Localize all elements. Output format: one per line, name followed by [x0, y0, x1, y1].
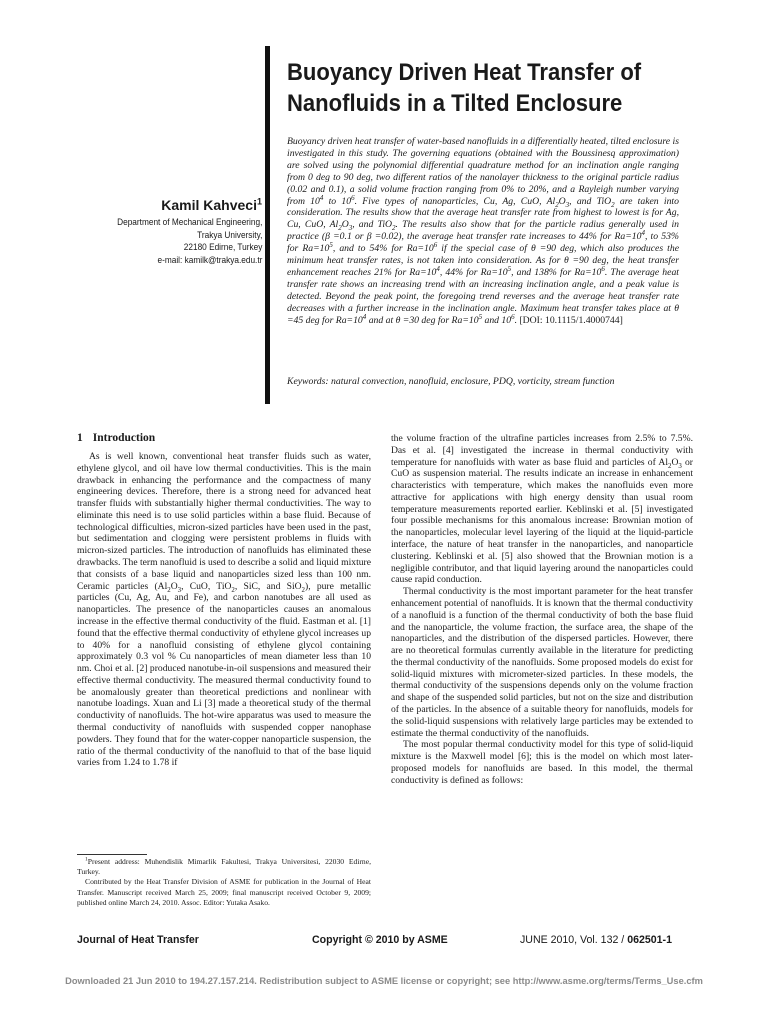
keywords: Keywords: natural convection, nanofluid, enclosure, PDQ, vorticity, stream function [287, 376, 615, 387]
footer-article-number: 062501-1 [627, 934, 672, 946]
author-address: 22180 Edirne, Turkey [183, 242, 262, 252]
section-number: 1 [77, 432, 83, 444]
footnote-1: $^1$Present address: Muhendislik Mimarlik Fakultesi, Trakya Universitesi, 22030 Edirne, Turkey. [77, 856, 371, 877]
author-department: Department of Mechanical Engineering, [116, 217, 262, 227]
author-block [101, 196, 262, 266]
intro-paragraph-1-continued: the volume fraction of the ultrafine particles increases from 2.5% to 7.5%. Das et al. [4] investigated the increase in thermal conductivity with temperature for nanofluids with water as base fluid and particles of $Al_2O_3$ or CuO as suspension material. The results indicate an increase in enhancement characteristics with temperature, which makes the nanofluids even more attractive for applications with high energy density than usual room temperature measurements reported earlier. Keblinski et al. [5] investigated four possible mechanisms for this anomalous increase: Brownian motion of the nanoparticles, molecular level layering of the liquid at the liquid-particle interface, the nature of heat transfer in the nanoparticles, and nanoparticle clustering. Keblinski et al. [5] also showed that the Brownian motion is a negligible contributor, and that liquid layering around the nanoparticles could cause rapid conduction. [391, 433, 693, 586]
abstract: Buoyancy driven heat transfer of water-based nanofluids in a differentially heated, tilted enclosure is investigated in this study. The governing equations (obtained with the Boussinesq approximation) are solved using the polynomial differential quadrature method for an inclination angle ranging from 0 deg to 90 deg, two different ratios of the nanolayer thickness to the original particle radius (0.02 and 0.1), a solid volume fraction ranging from 0% to 20%, and a Rayleigh number varying from $10^4$ to $10^6$. Five types of nanoparticles, Cu, Ag, CuO, $Al_2O_3$, and TiO$_2$ are taken into consideration. The results show that the average heat transfer rate from highest to lowest is for Ag, Cu, CuO, $Al_2O_3$, and TiO$_2$. The results also show that for the particle radius generally used in practice (β =0.1 or β =0.02), the average heat transfer rate increases to 44% for $Ra=10^4$, to 53% for $Ra=10^5$, and to 54% for $Ra=10^6$ if the special case of θ =90 deg, which also produces the minimum heat transfer rates, is not taken into consideration. As for θ =90 deg, the heat transfer enhancement reaches 21% for $Ra=10^4$, 44% for $Ra=10^5$, and 138% for $Ra=10^6$. The average heat transfer rate shows an increasing trend with an increasing inclination angle, and a peak value is detected. Beyond the peak point, the foregoing trend reverses and the average heat transfer rate decreases with a further increase in the inclination angle. Maximum heat transfer takes place at θ =45 deg for $Ra=10^4$ and at θ =30 deg for $Ra=10^5$ and $10^6$. [DOI: 10.1115/1.4000744] [287, 136, 680, 326]
author-university: Trakya University, [196, 229, 262, 240]
footnote-2: Contributed by the Heat Transfer Division of ASME for publication in the Journal of Heat Transfer. Manuscript received March 25, 2009; final manuscript received October 9, 2009; published online March 24, 2010. Assoc. Editor: Yutaka Asako. [77, 877, 371, 907]
footnote-rule [77, 854, 147, 855]
intro-paragraph-2: Thermal conductivity is the most important parameter for the heat transfer enhancement potential of nanofluids. It is known that the thermal conductivity of a nanofluid is a function of the thermal conductivity of both the base fluid and the nanoparticle, the volume fraction, the surface area, the shape of the nanoparticles, and the distribution of the dispersed particles. However, there are no theoretical formulas currently available in the literature for predicting the thermal conductivity of the nanofluids. Some proposed models do exist for solid-liquid mixtures with micrometer-sized particles. In these models, the thermal conductivity of the suspensions depends only on the volume fraction and shape of the suspended solid particles, but not on the size and distribution of the particles. In the absence of a suitable theory for nanofluids, models for the solid-liquid suspensions with relatively large particles may be extended to estimate the thermal conductivity of the nanofluids. [391, 586, 693, 739]
article-title [287, 57, 683, 119]
title-line-1: Buoyancy Driven Heat Transfer of [287, 59, 642, 86]
section-heading [77, 432, 155, 444]
abstract-doi[interactable]: [DOI: 10.1115/1.4000744] [519, 314, 623, 326]
section-title: Introduction [92, 432, 156, 444]
title-line-2: Nanofluids in a Tilted Enclosure [287, 90, 623, 117]
download-notice: Downloaded 21 Jun 2010 to 194.27.157.214. Redistribution subject to ASME license or copyright; see http://www.asme.org/terms/Terms_Use.cfm [65, 976, 703, 986]
title-rule [265, 46, 270, 404]
footnotes [77, 857, 371, 908]
footer-journal-name: Journal of Heat Transfer [77, 934, 199, 946]
author-name: Kamil Kahveci$^1$ [161, 196, 262, 213]
author-email: e-mail: kamilk@trakya.edu.tr [157, 254, 262, 265]
intro-paragraph-3: The most popular thermal conductivity model for this type of solid-liquid mixture is the Maxwell model [6]; this is the model on which most later-proposed models for nanofluids are based. In this model, the thermal conductivity is defined as follows: [391, 739, 693, 786]
footer-copyright: Copyright © 2010 by ASME [312, 934, 448, 946]
left-column [77, 451, 371, 769]
right-column [391, 433, 693, 786]
footer-issue: JUNE 2010, Vol. 132 / 062501-1 [520, 934, 672, 946]
intro-paragraph-1: As is well known, conventional heat transfer fluids such as water, ethylene glycol, and oil have low thermal conductivities. This is the main drawback in enhancing the performance and the compactness of many engineering devices. Therefore, there is a strong need for advanced heat transfer fluids with substantially higher thermal conductivities. The way to eliminate this need is to use solid particles within a base fluid. Because of technological difficulties, micron-sized particles have been used in the past, but sedimentation and clogging were persistent problems in fluids with micron-sized particles. The introduction of nanofluids has eliminated these drawbacks. The term nanofluid is used to describe a solid and liquid mixture that consists of a base liquid and nanoparticles sized less than 100 nm. Ceramic particles ($Al_2O_3$, CuO, TiO$_2$, SiC, and SiO$_2$), pure metallic particles (Cu, Ag, Au, and Fe), and carbon nanotubes are all used as nanoparticles. The presence of the nanoparticles causes an anomalous increase in the effective thermal conductivity of the fluid. Eastman et al. [1] found that the effective thermal conductivity of ethylene glycol increases up to 40% for a nanofluid consisting of ethylene glycol containing approximately 0.3 vol % Cu nanoparticles of mean diameter less than 10 nm. Choi et al. [2] produced nanotube-in-oil suspensions and measured their effective thermal conductivity. The measured thermal conductivity found to be anomalously greater than theoretical predictions and nonlinear with nanotube loadings. Xuan and Li [3] made a theoretical study of the thermal conductivity of nanofluids. The hot-wire apparatus was used to measure the thermal conductivity of nanofluids with suspended copper nanophase powders. They found that for the water-copper nanoparticle suspension, the ratio of the thermal conductivity of the nanofluid to that of the base liquid varies from 1.24 to 1.78 if [77, 451, 371, 769]
